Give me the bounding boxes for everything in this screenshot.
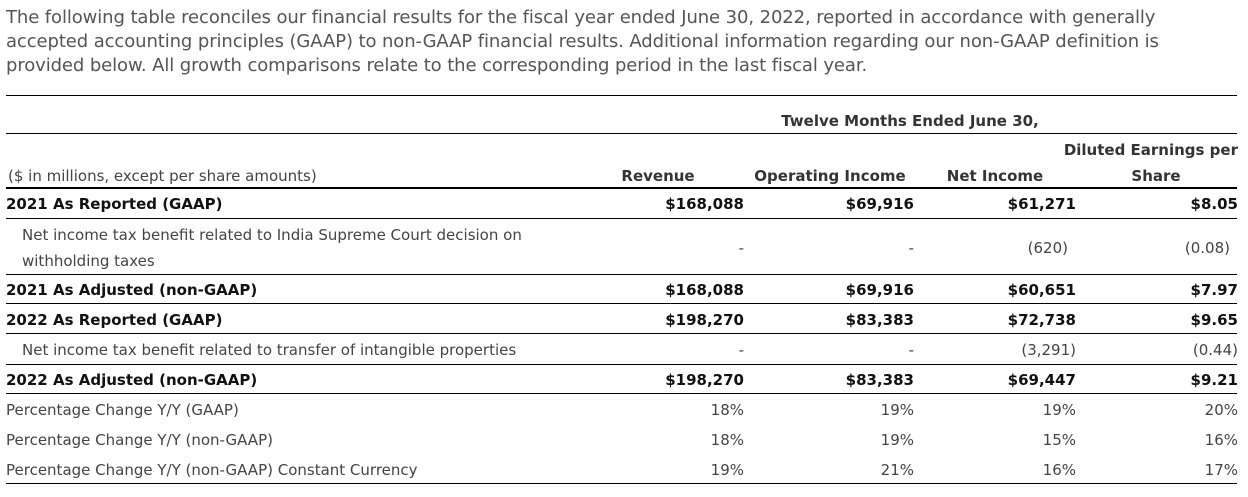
intro-line-1: The following table reconciles our financial results for the fiscal year ended June 30, 2022, reported in accordance with generally [6, 7, 1156, 28]
cell-revenue: 18% [710, 431, 744, 449]
column-header-operating-income: Operating Income [754, 167, 906, 185]
cell-revenue: $168,088 [665, 195, 744, 213]
cell-eps: 20% [1204, 401, 1238, 419]
cell-revenue: 18% [710, 401, 744, 419]
cell-revenue: $198,270 [665, 311, 744, 329]
period-header: Twelve Months Ended June 30, [781, 112, 1039, 130]
cell-revenue: $168,088 [665, 281, 744, 299]
row-label: Percentage Change Y/Y (non-GAAP) [6, 431, 273, 449]
cell-net-income: (620) [1027, 239, 1068, 257]
cell-operating-income: $69,916 [845, 281, 914, 299]
cell-net-income: $69,447 [1007, 371, 1076, 389]
row-label: 2022 As Adjusted (non-GAAP) [6, 371, 258, 389]
cell-revenue: 19% [710, 461, 744, 479]
units-label: ($ in millions, except per share amounts) [8, 167, 317, 185]
row-label: 2021 As Adjusted (non-GAAP) [6, 281, 258, 299]
row-label-line1: Net income tax benefit related to India Supreme Court decision on [22, 226, 522, 244]
cell-operating-income: - [908, 341, 914, 359]
cell-eps: 17% [1204, 461, 1238, 479]
row-divider [6, 393, 1237, 394]
cell-revenue: $198,270 [665, 371, 744, 389]
cell-eps: $9.21 [1190, 371, 1238, 389]
intro-line-2: accepted accounting principles (GAAP) to non-GAAP financial results. Additional information regarding our non-GAAP definition is [6, 31, 1159, 52]
column-header-revenue: Revenue [621, 167, 695, 185]
cell-eps: $9.65 [1190, 311, 1238, 329]
cell-operating-income: 19% [880, 431, 914, 449]
row-divider [6, 303, 1237, 304]
cell-net-income: $72,738 [1007, 311, 1076, 329]
cell-operating-income: - [908, 239, 914, 257]
row-label: Percentage Change Y/Y (GAAP) [6, 401, 239, 419]
cell-revenue: - [738, 239, 744, 257]
cell-operating-income: $83,383 [845, 311, 914, 329]
cell-operating-income: $69,916 [845, 195, 914, 213]
row-divider [6, 364, 1237, 365]
column-header-net-income: Net Income [946, 167, 1044, 185]
cell-operating-income: $83,383 [845, 371, 914, 389]
cell-net-income: (3,291) [1021, 341, 1076, 359]
cell-eps: (0.44) [1192, 341, 1238, 359]
table-bottom-rule [6, 483, 1237, 484]
intro-paragraph [6, 6, 1242, 78]
intro-line-3: provided below. All growth comparisons relate to the corresponding period in the last fiscal year. [6, 55, 868, 76]
row-label: Net income tax benefit related to transfer of intangible properties [22, 341, 517, 359]
row-label: 2022 As Reported (GAAP) [6, 311, 223, 329]
cell-eps: $8.05 [1190, 195, 1238, 213]
row-divider [6, 274, 1237, 275]
cell-eps: $7.97 [1190, 281, 1238, 299]
cell-eps: (0.08) [1184, 239, 1230, 257]
row-label: 2021 As Reported (GAAP) [6, 195, 223, 213]
column-header-eps-line2: Share [1131, 167, 1181, 185]
column-header-eps-line1: Diluted Earnings per [1063, 141, 1238, 159]
cell-net-income: 19% [1042, 401, 1076, 419]
row-divider [6, 218, 1237, 219]
table-top-rule [6, 95, 1237, 96]
cell-eps: 16% [1204, 431, 1238, 449]
cell-net-income: $61,271 [1007, 195, 1076, 213]
row-label-line2: withholding taxes [22, 252, 155, 270]
cell-operating-income: 19% [880, 401, 914, 419]
cell-revenue: - [738, 341, 744, 359]
cell-operating-income: 21% [880, 461, 914, 479]
row-label: Percentage Change Y/Y (non-GAAP) Constant Currency [6, 461, 418, 479]
cell-net-income: 16% [1042, 461, 1076, 479]
column-header-rule [6, 187, 1237, 189]
cell-net-income: 15% [1042, 431, 1076, 449]
period-header-rule [6, 133, 1237, 134]
row-divider [6, 333, 1237, 334]
cell-net-income: $60,651 [1007, 281, 1076, 299]
